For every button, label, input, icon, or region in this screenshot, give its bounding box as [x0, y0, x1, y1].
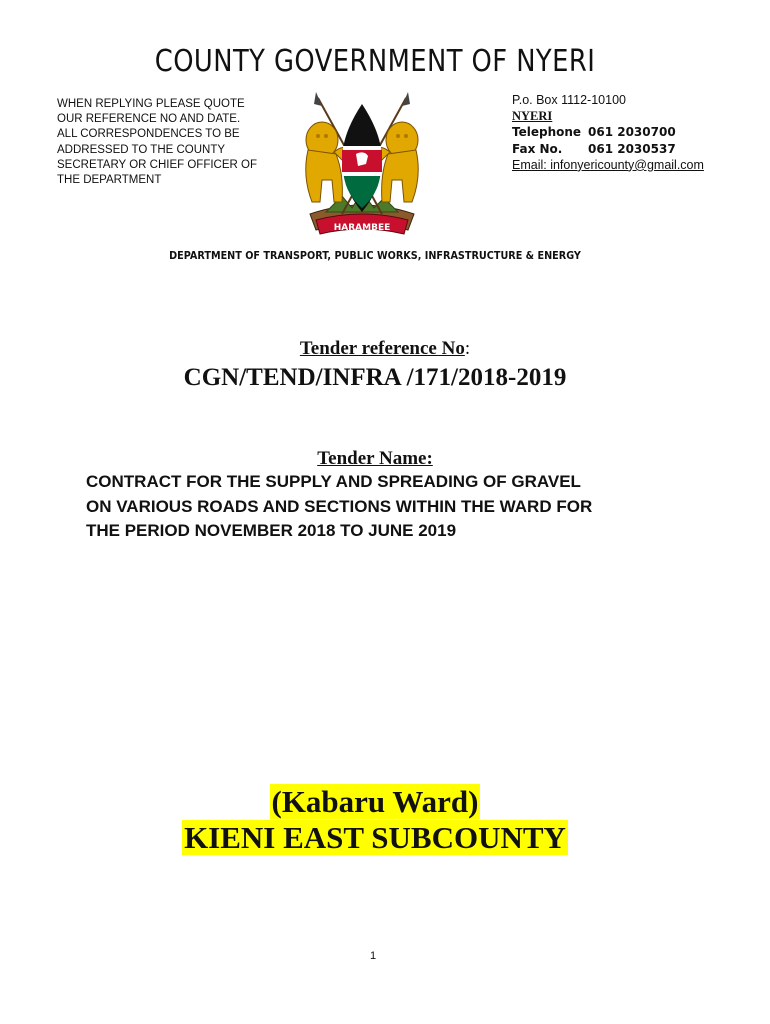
- page-title: COUNTY GOVERNMENT OF NYERI: [154, 44, 596, 79]
- email-link[interactable]: Email: infonyericounty@gmail.com: [512, 157, 704, 172]
- page-number: 1: [369, 950, 377, 962]
- tender-name: [86, 470, 726, 544]
- po-box: P.o. Box 1112-10100: [512, 93, 626, 107]
- telephone-number: 061 2030700: [588, 125, 676, 140]
- tender-reference-label: Tender reference No:: [299, 338, 471, 359]
- quote-line: OUR REFERENCE NO AND DATE.: [57, 113, 241, 126]
- contact-block: [512, 92, 704, 173]
- quote-line: WHEN REPLYING PLEASE QUOTE: [57, 98, 245, 110]
- tender-name-line: THE PERIOD NOVEMBER 2018 TO JUNE 2019: [86, 521, 457, 540]
- coat-of-arms-icon: [282, 84, 442, 244]
- subcounty-name: KIENI EAST SUBCOUNTY: [184, 820, 566, 855]
- department-heading: DEPARTMENT OF TRANSPORT, PUBLIC WORKS, INFRASTRUCTURE & ENERGY: [169, 250, 581, 262]
- town: NYERI: [512, 109, 553, 124]
- tender-name-line: ON VARIOUS ROADS AND SECTIONS WITHIN THE WARD FOR: [86, 496, 593, 516]
- tender-name-line: CONTRACT FOR THE SUPPLY AND SPREADING OF GRAVEL: [86, 472, 581, 491]
- fax-number: 061 2030537: [588, 141, 676, 156]
- ward-name: (Kabaru Ward): [271, 784, 479, 819]
- fax-label: Fax No.: [512, 141, 563, 156]
- fax-row: [512, 141, 704, 157]
- tender-reference-number: CGN/TEND/INFRA /171/2018-2019: [183, 364, 567, 391]
- telephone-label: Telephone: [512, 125, 582, 140]
- reference-instructions: [57, 97, 297, 188]
- quote-line: SECRETARY OR CHIEF OFFICER OF: [57, 158, 257, 171]
- telephone-row: [512, 124, 704, 140]
- quote-line: ADDRESSED TO THE COUNTY: [57, 143, 226, 156]
- tender-name-label: Tender Name:: [317, 448, 433, 469]
- quote-line: THE DEPARTMENT: [57, 174, 162, 187]
- location-block: [0, 784, 750, 856]
- quote-line: ALL CORRESPONDENCES TO BE: [57, 128, 240, 141]
- coat-of-arms-motto: HARAMBEE: [333, 223, 391, 233]
